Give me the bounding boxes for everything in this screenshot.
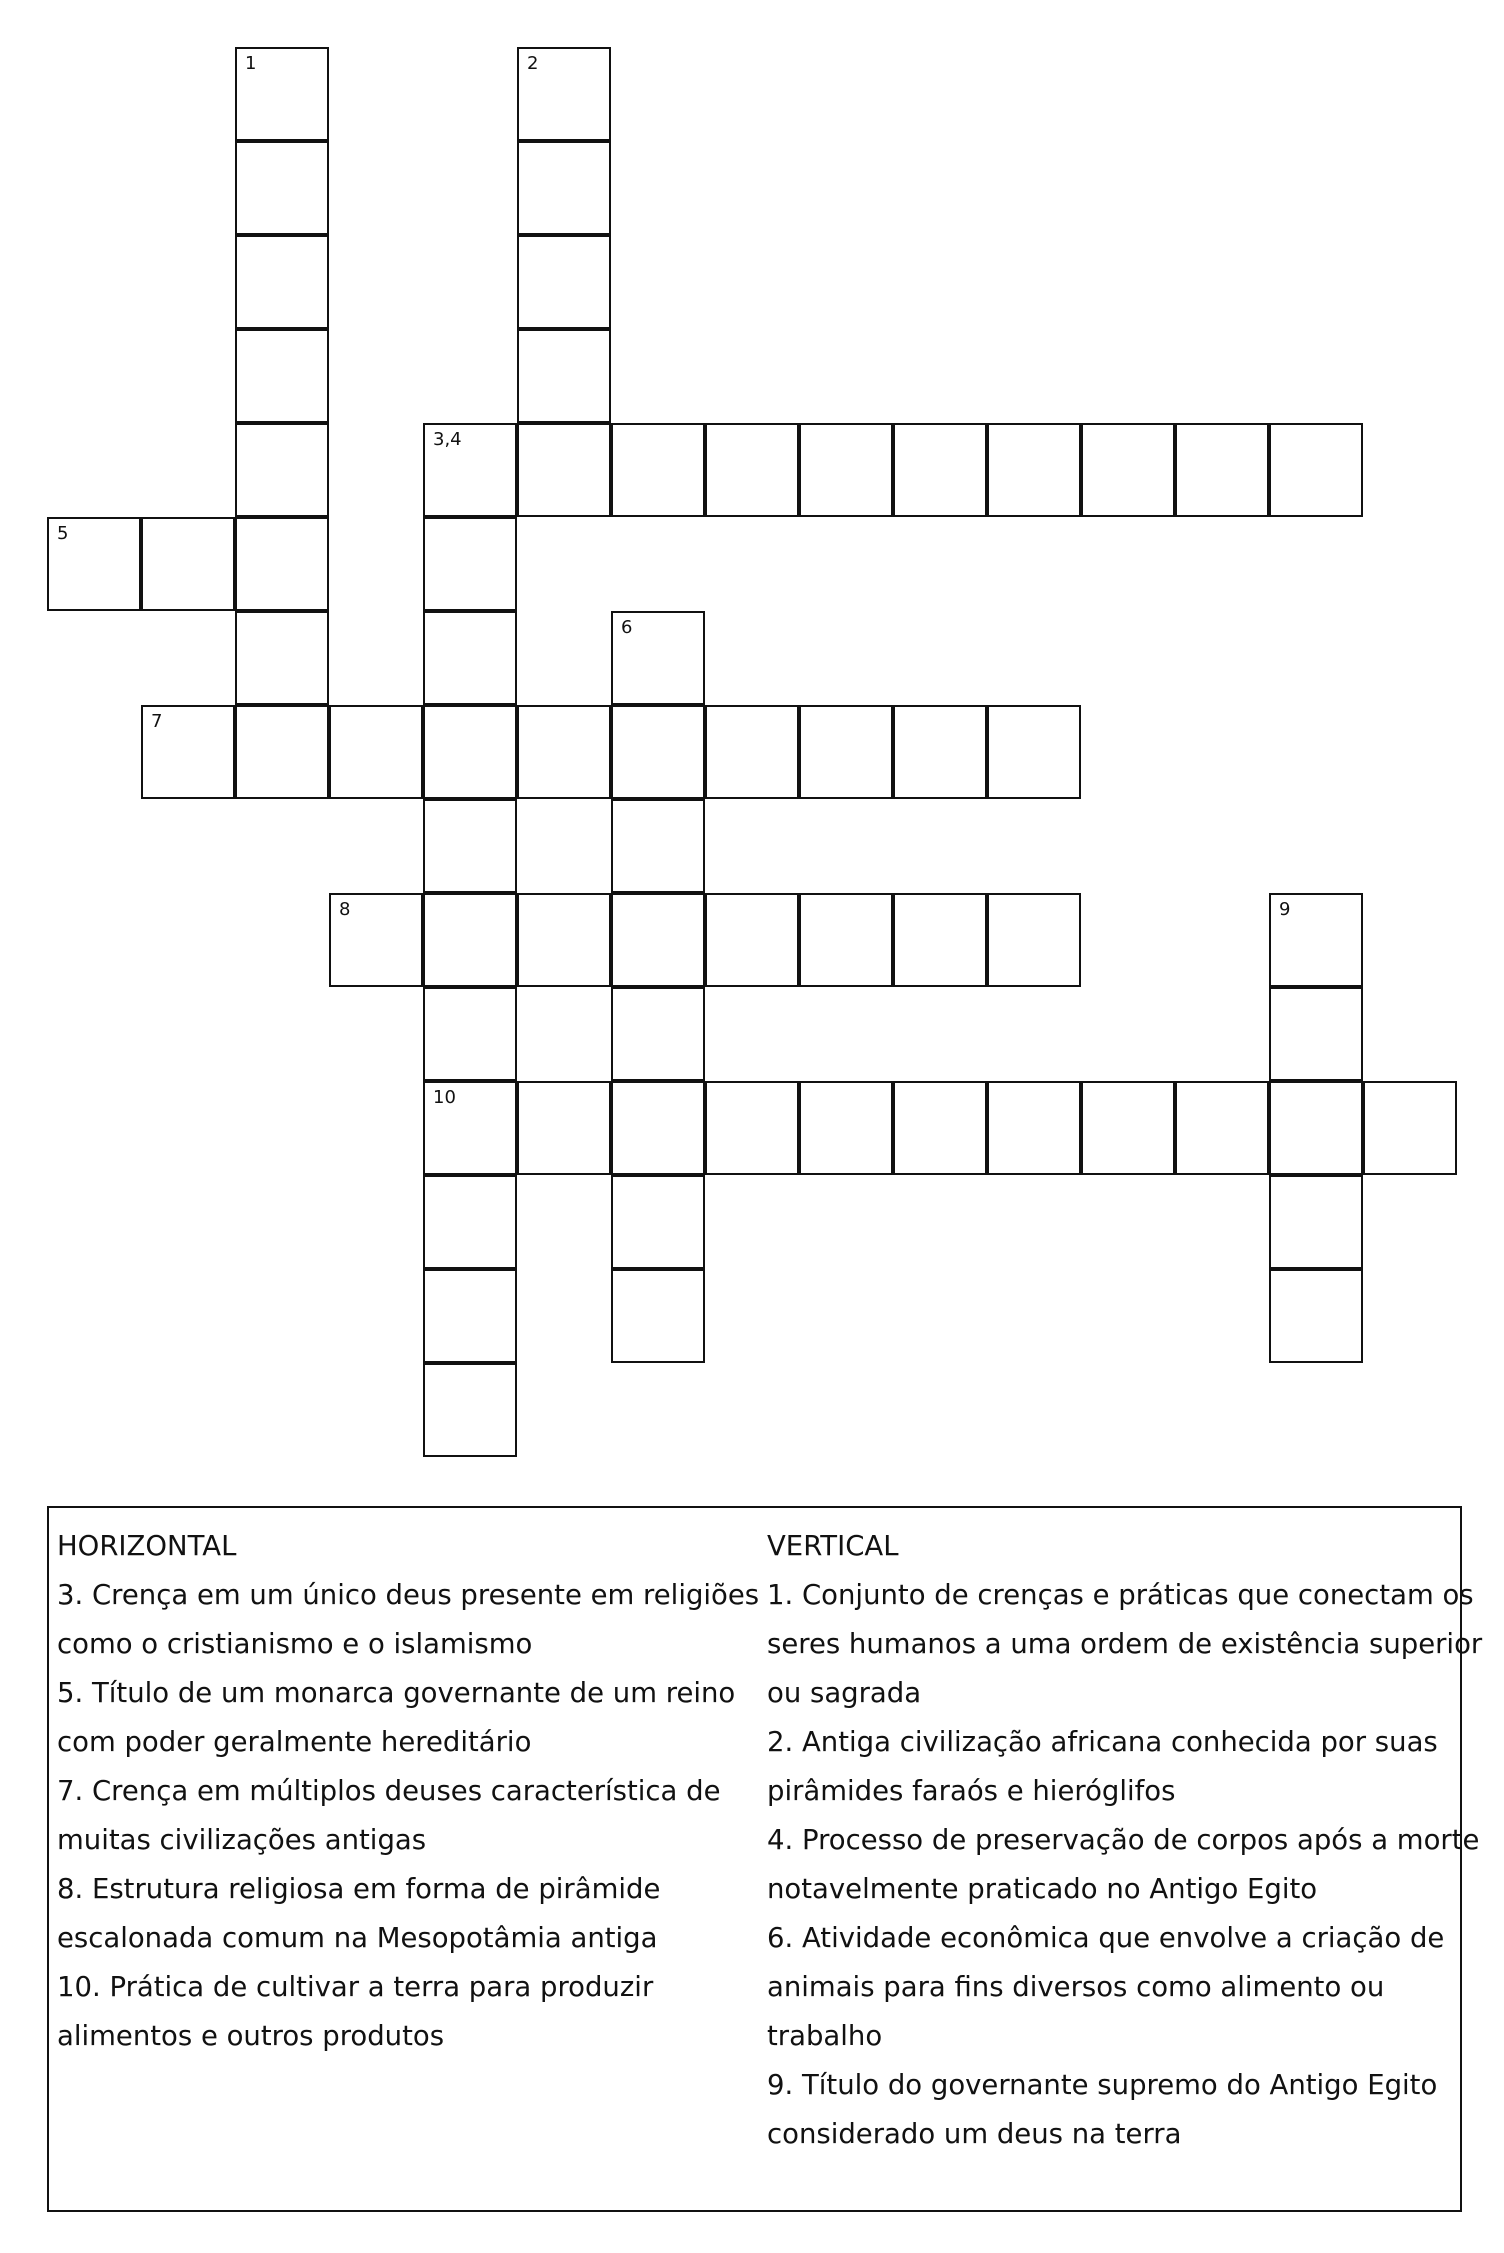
clue-line: com poder geralmente hereditário: [57, 1726, 532, 1758]
grid-cell[interactable]: [423, 423, 517, 517]
grid-cell[interactable]: [705, 893, 799, 987]
clue-line: 1. Conjunto de crenças e práticas que conectam os: [767, 1579, 1474, 1611]
clue-line: trabalho: [767, 2020, 883, 2052]
clue-number: 10: [433, 1087, 456, 1108]
grid-cell[interactable]: [423, 1363, 517, 1457]
clues-box: [47, 1506, 1483, 2212]
grid-cell[interactable]: [1363, 1081, 1457, 1175]
grid-cell[interactable]: [517, 1081, 611, 1175]
grid-cell[interactable]: [987, 705, 1081, 799]
grid-cell[interactable]: [235, 47, 329, 141]
clue-line: 6. Atividade econômica que envolve a criação de: [767, 1922, 1445, 1954]
grid-cell[interactable]: [611, 611, 705, 705]
clue-line: 7. Crença em múltiplos deuses característica de: [57, 1775, 721, 1807]
grid-cell[interactable]: [1269, 1175, 1363, 1269]
clue-number: 8: [339, 899, 351, 920]
clue-number: 6: [621, 617, 633, 638]
grid-cell[interactable]: [423, 517, 517, 611]
grid-cell[interactable]: [141, 517, 235, 611]
grid-cell[interactable]: [1269, 987, 1363, 1081]
grid-cell[interactable]: [423, 705, 517, 799]
grid-cell[interactable]: [611, 1081, 705, 1175]
grid-cell[interactable]: [987, 423, 1081, 517]
grid-cell[interactable]: [611, 705, 705, 799]
vertical-clues: [767, 1522, 1483, 2159]
grid-cell[interactable]: [517, 141, 611, 235]
grid-cell[interactable]: [893, 423, 987, 517]
grid-cell[interactable]: [799, 423, 893, 517]
grid-cell[interactable]: [47, 517, 141, 611]
grid-cell[interactable]: [893, 1081, 987, 1175]
clue-number: 3,4: [433, 429, 462, 450]
grid-cell[interactable]: [611, 1175, 705, 1269]
grid-cell[interactable]: [705, 423, 799, 517]
grid-cell[interactable]: [705, 705, 799, 799]
grid-cell[interactable]: [141, 705, 235, 799]
horizontal-clues: [57, 1522, 760, 2061]
clue-line: 2. Antiga civilização africana conhecida por suas: [767, 1726, 1438, 1758]
clue-line: 9. Título do governante supremo do Antigo Egito: [767, 2069, 1438, 2101]
grid-cell[interactable]: [235, 141, 329, 235]
grid-cell[interactable]: [705, 1081, 799, 1175]
grid-cell[interactable]: [235, 329, 329, 423]
grid-cell[interactable]: [799, 893, 893, 987]
grid-cell[interactable]: [423, 1269, 517, 1363]
clue-line: notavelmente praticado no Antigo Egito: [767, 1873, 1318, 1905]
grid-cell[interactable]: [517, 705, 611, 799]
grid-cell[interactable]: [235, 517, 329, 611]
grid-cell[interactable]: [423, 799, 517, 893]
grid-cell[interactable]: [987, 893, 1081, 987]
grid-cell[interactable]: [423, 987, 517, 1081]
grid-cell[interactable]: [517, 47, 611, 141]
grid-cell[interactable]: [423, 1175, 517, 1269]
grid-cell[interactable]: [611, 893, 705, 987]
clue-line: muitas civilizações antigas: [57, 1824, 427, 1856]
grid-cell[interactable]: [611, 1269, 705, 1363]
grid-cell[interactable]: [235, 611, 329, 705]
grid-cell[interactable]: [1269, 423, 1363, 517]
clue-line: considerado um deus na terra: [767, 2118, 1182, 2150]
clue-line: seres humanos a uma ordem de existência superior: [767, 1628, 1483, 1660]
grid-cell[interactable]: [1081, 1081, 1175, 1175]
grid-cell[interactable]: [611, 987, 705, 1081]
clue-line: 5. Título de um monarca governante de um reino: [57, 1677, 736, 1709]
grid-cell[interactable]: [235, 705, 329, 799]
grid-cell[interactable]: [423, 611, 517, 705]
grid-cell[interactable]: [611, 423, 705, 517]
horizontal-heading: HORIZONTAL: [57, 1530, 237, 1562]
grid-cell[interactable]: [1175, 1081, 1269, 1175]
grid-cell[interactable]: [987, 1081, 1081, 1175]
clue-line: 3. Crença em um único deus presente em religiões: [57, 1579, 760, 1611]
clue-line: pirâmides faraós e hieróglifos: [767, 1775, 1176, 1807]
grid-cell[interactable]: [235, 423, 329, 517]
grid-cell[interactable]: [799, 705, 893, 799]
grid-cell[interactable]: [1269, 1269, 1363, 1363]
grid-cell[interactable]: [423, 893, 517, 987]
clue-number: 7: [151, 711, 163, 732]
grid-cell[interactable]: [423, 1081, 517, 1175]
clue-line: como o cristianismo e o islamismo: [57, 1628, 533, 1660]
clue-line: ou sagrada: [767, 1677, 922, 1709]
grid-cell[interactable]: [235, 235, 329, 329]
clue-line: 10. Prática de cultivar a terra para produzir: [57, 1971, 654, 2003]
grid-cell[interactable]: [517, 893, 611, 987]
clue-line: alimentos e outros produtos: [57, 2020, 445, 2052]
grid-cell[interactable]: [1269, 1081, 1363, 1175]
grid-cell[interactable]: [1269, 893, 1363, 987]
grid-cell[interactable]: [1175, 423, 1269, 517]
grid-cell[interactable]: [893, 893, 987, 987]
clue-number: 5: [57, 523, 69, 544]
grid-cell[interactable]: [329, 893, 423, 987]
clue-line: 8. Estrutura religiosa em forma de pirâmide: [57, 1873, 661, 1905]
grid-cell[interactable]: [517, 235, 611, 329]
clue-line: animais para fins diversos como alimento ou: [767, 1971, 1385, 2003]
grid-cell[interactable]: [329, 705, 423, 799]
grid-cell[interactable]: [517, 423, 611, 517]
grid-cell[interactable]: [799, 1081, 893, 1175]
grid-cell[interactable]: [893, 705, 987, 799]
clue-number: 2: [527, 53, 539, 74]
clue-number: 9: [1279, 899, 1291, 920]
clue-line: 4. Processo de preservação de corpos após a morte: [767, 1824, 1480, 1856]
clue-number: 1: [245, 53, 257, 74]
grid-cell[interactable]: [517, 329, 611, 423]
grid-cell[interactable]: [611, 799, 705, 893]
vertical-heading: VERTICAL: [767, 1530, 899, 1562]
clue-line: escalonada comum na Mesopotâmia antiga: [57, 1922, 658, 1954]
grid-cell[interactable]: [1081, 423, 1175, 517]
